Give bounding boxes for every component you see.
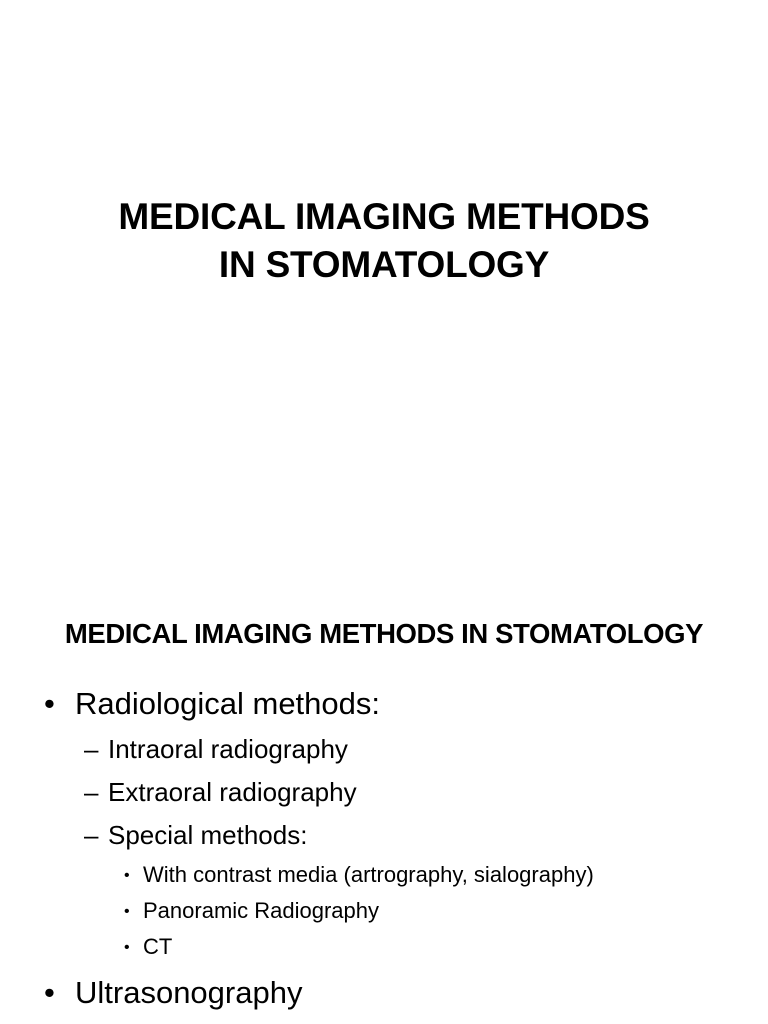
list-item-contrast	[124, 860, 594, 891]
bullet-icon: •	[124, 903, 130, 920]
slide-content-heading: MEDICAL IMAGING METHODS IN STOMATOLOGY	[64, 618, 704, 649]
list-item-text: Panoramic Radiography	[143, 898, 380, 923]
dash-icon: –	[84, 734, 99, 764]
list-item-text: Extraoral radiography	[108, 777, 357, 807]
list-item-text: Special methods:	[108, 820, 308, 850]
list-item-text: Intraoral radiography	[108, 734, 348, 764]
list-item-ultrasonography	[44, 973, 302, 1013]
list-item-extraoral	[84, 775, 357, 809]
bullet-icon: •	[44, 975, 55, 1010]
list-item-text: CT	[143, 934, 173, 959]
list-item-ct	[124, 932, 172, 963]
list-item-text: Ultrasonography	[75, 975, 303, 1010]
list-item-special	[84, 818, 307, 852]
list-item-text: With contrast media (artrography, sialography)	[143, 862, 594, 887]
list-item-text: Radiological methods:	[75, 686, 381, 721]
bullet-list	[0, 576, 768, 1024]
slide-title-heading	[0, 193, 768, 289]
dash-icon: –	[84, 777, 99, 807]
title-line-2: IN STOMATOLOGY	[218, 244, 550, 285]
list-item-panoramic	[124, 896, 379, 927]
bullet-icon: •	[124, 939, 130, 956]
slide-content	[0, 576, 768, 1024]
bullet-icon: •	[44, 686, 55, 721]
bullet-icon: •	[124, 867, 130, 884]
dash-icon: –	[84, 820, 99, 850]
list-item-radiological	[44, 684, 380, 724]
list-item-intraoral	[84, 732, 348, 766]
title-line-1: MEDICAL IMAGING METHODS	[118, 196, 650, 237]
